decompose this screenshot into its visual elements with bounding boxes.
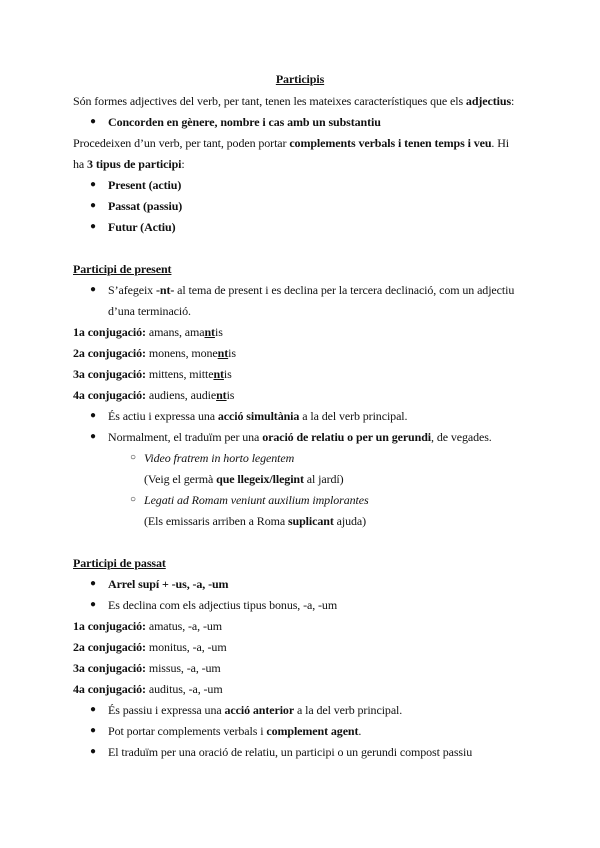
type-item-passat: Passat (passiu) — [108, 199, 183, 213]
present-bullet-formation: S’afegeix -nt- al tema de present i es declina per la tercera declinació, com un adjectiu — [108, 283, 515, 297]
passat-conj-1: 1a conjugació: amatus, -a, -um — [73, 619, 222, 633]
type-item-present: Present (actiu) — [108, 178, 182, 192]
bullet-icon: ● — [90, 431, 96, 442]
intro-paragraph-3: ha 3 tipus de participi: — [73, 157, 185, 171]
intro-paragraph-2: Procedeixen d’un verb, per tant, poden portar complements verbals i tenen temps i veu. Hi — [73, 136, 510, 150]
section-heading-present: Participi de present — [73, 262, 172, 276]
present-bullet-formation-cont: d’una terminació. — [108, 304, 191, 318]
bullet-icon: ● — [90, 704, 96, 715]
bullet-icon: ● — [90, 116, 96, 127]
bullet-icon: ● — [90, 410, 96, 421]
present-conj-2: 2a conjugació: monens, monentis — [73, 346, 236, 360]
passat-bullet-agent: Pot portar complements verbals i complement agent. — [108, 724, 362, 738]
bullet-icon: ● — [90, 179, 96, 190]
intro-paragraph-1: Són formes adjectives del verb, per tant, tenen les mateixes característiques que els adjectius: — [73, 94, 515, 108]
passat-bullet-formation: Arrel supí + -us, -a, -um — [108, 577, 229, 591]
circle-bullet-icon: ○ — [130, 452, 136, 463]
intro-bullet-agreement: Concorden en gènere, nombre i cas amb un substantiu — [108, 115, 381, 129]
present-bullet-translation: Normalment, el traduïm per una oració de relatiu o per un gerundi, de vegades. — [108, 430, 492, 444]
passat-conj-3: 3a conjugació: missus, -a, -um — [73, 661, 221, 675]
present-conj-3: 3a conjugació: mittens, mittentis — [73, 367, 232, 381]
passat-bullet-declension: Es declina com els adjectius tipus bonus, -a, -um — [108, 598, 338, 612]
type-item-futur: Futur (Actiu) — [108, 220, 176, 234]
example-2-latin: Legati ad Romam veniunt auxilium implorantes — [144, 493, 369, 507]
passat-bullet-passive: És passiu i expressa una acció anterior a la del verb principal. — [108, 703, 403, 717]
bullet-icon: ● — [90, 746, 96, 757]
bullet-icon: ● — [90, 578, 96, 589]
section-heading-passat: Participi de passat — [73, 556, 166, 570]
present-conj-1: 1a conjugació: amans, amantis — [73, 325, 223, 339]
bullet-icon: ● — [90, 725, 96, 736]
page-title: Participis — [275, 72, 325, 86]
present-bullet-active: És actiu i expressa una acció simultània a la del verb principal. — [108, 409, 408, 423]
passat-conj-2: 2a conjugació: monitus, -a, -um — [73, 640, 227, 654]
bullet-icon: ● — [90, 200, 96, 211]
bullet-icon: ● — [90, 284, 96, 295]
example-1-latin: Video fratrem in horto legentem — [144, 451, 295, 465]
example-2-translation: (Els emissaris arriben a Roma suplicant ajuda) — [144, 514, 367, 528]
circle-bullet-icon: ○ — [130, 494, 136, 505]
bullet-icon: ● — [90, 221, 96, 232]
passat-bullet-translation: El traduïm per una oració de relatiu, un participi o un gerundi compost passiu — [108, 745, 473, 759]
passat-conj-4: 4a conjugació: auditus, -a, -um — [73, 682, 223, 696]
bullet-icon: ● — [90, 599, 96, 610]
present-conj-4: 4a conjugació: audiens, audientis — [73, 388, 235, 402]
example-1-translation: (Veig el germà que llegeix/llegint al jardí) — [144, 472, 344, 486]
